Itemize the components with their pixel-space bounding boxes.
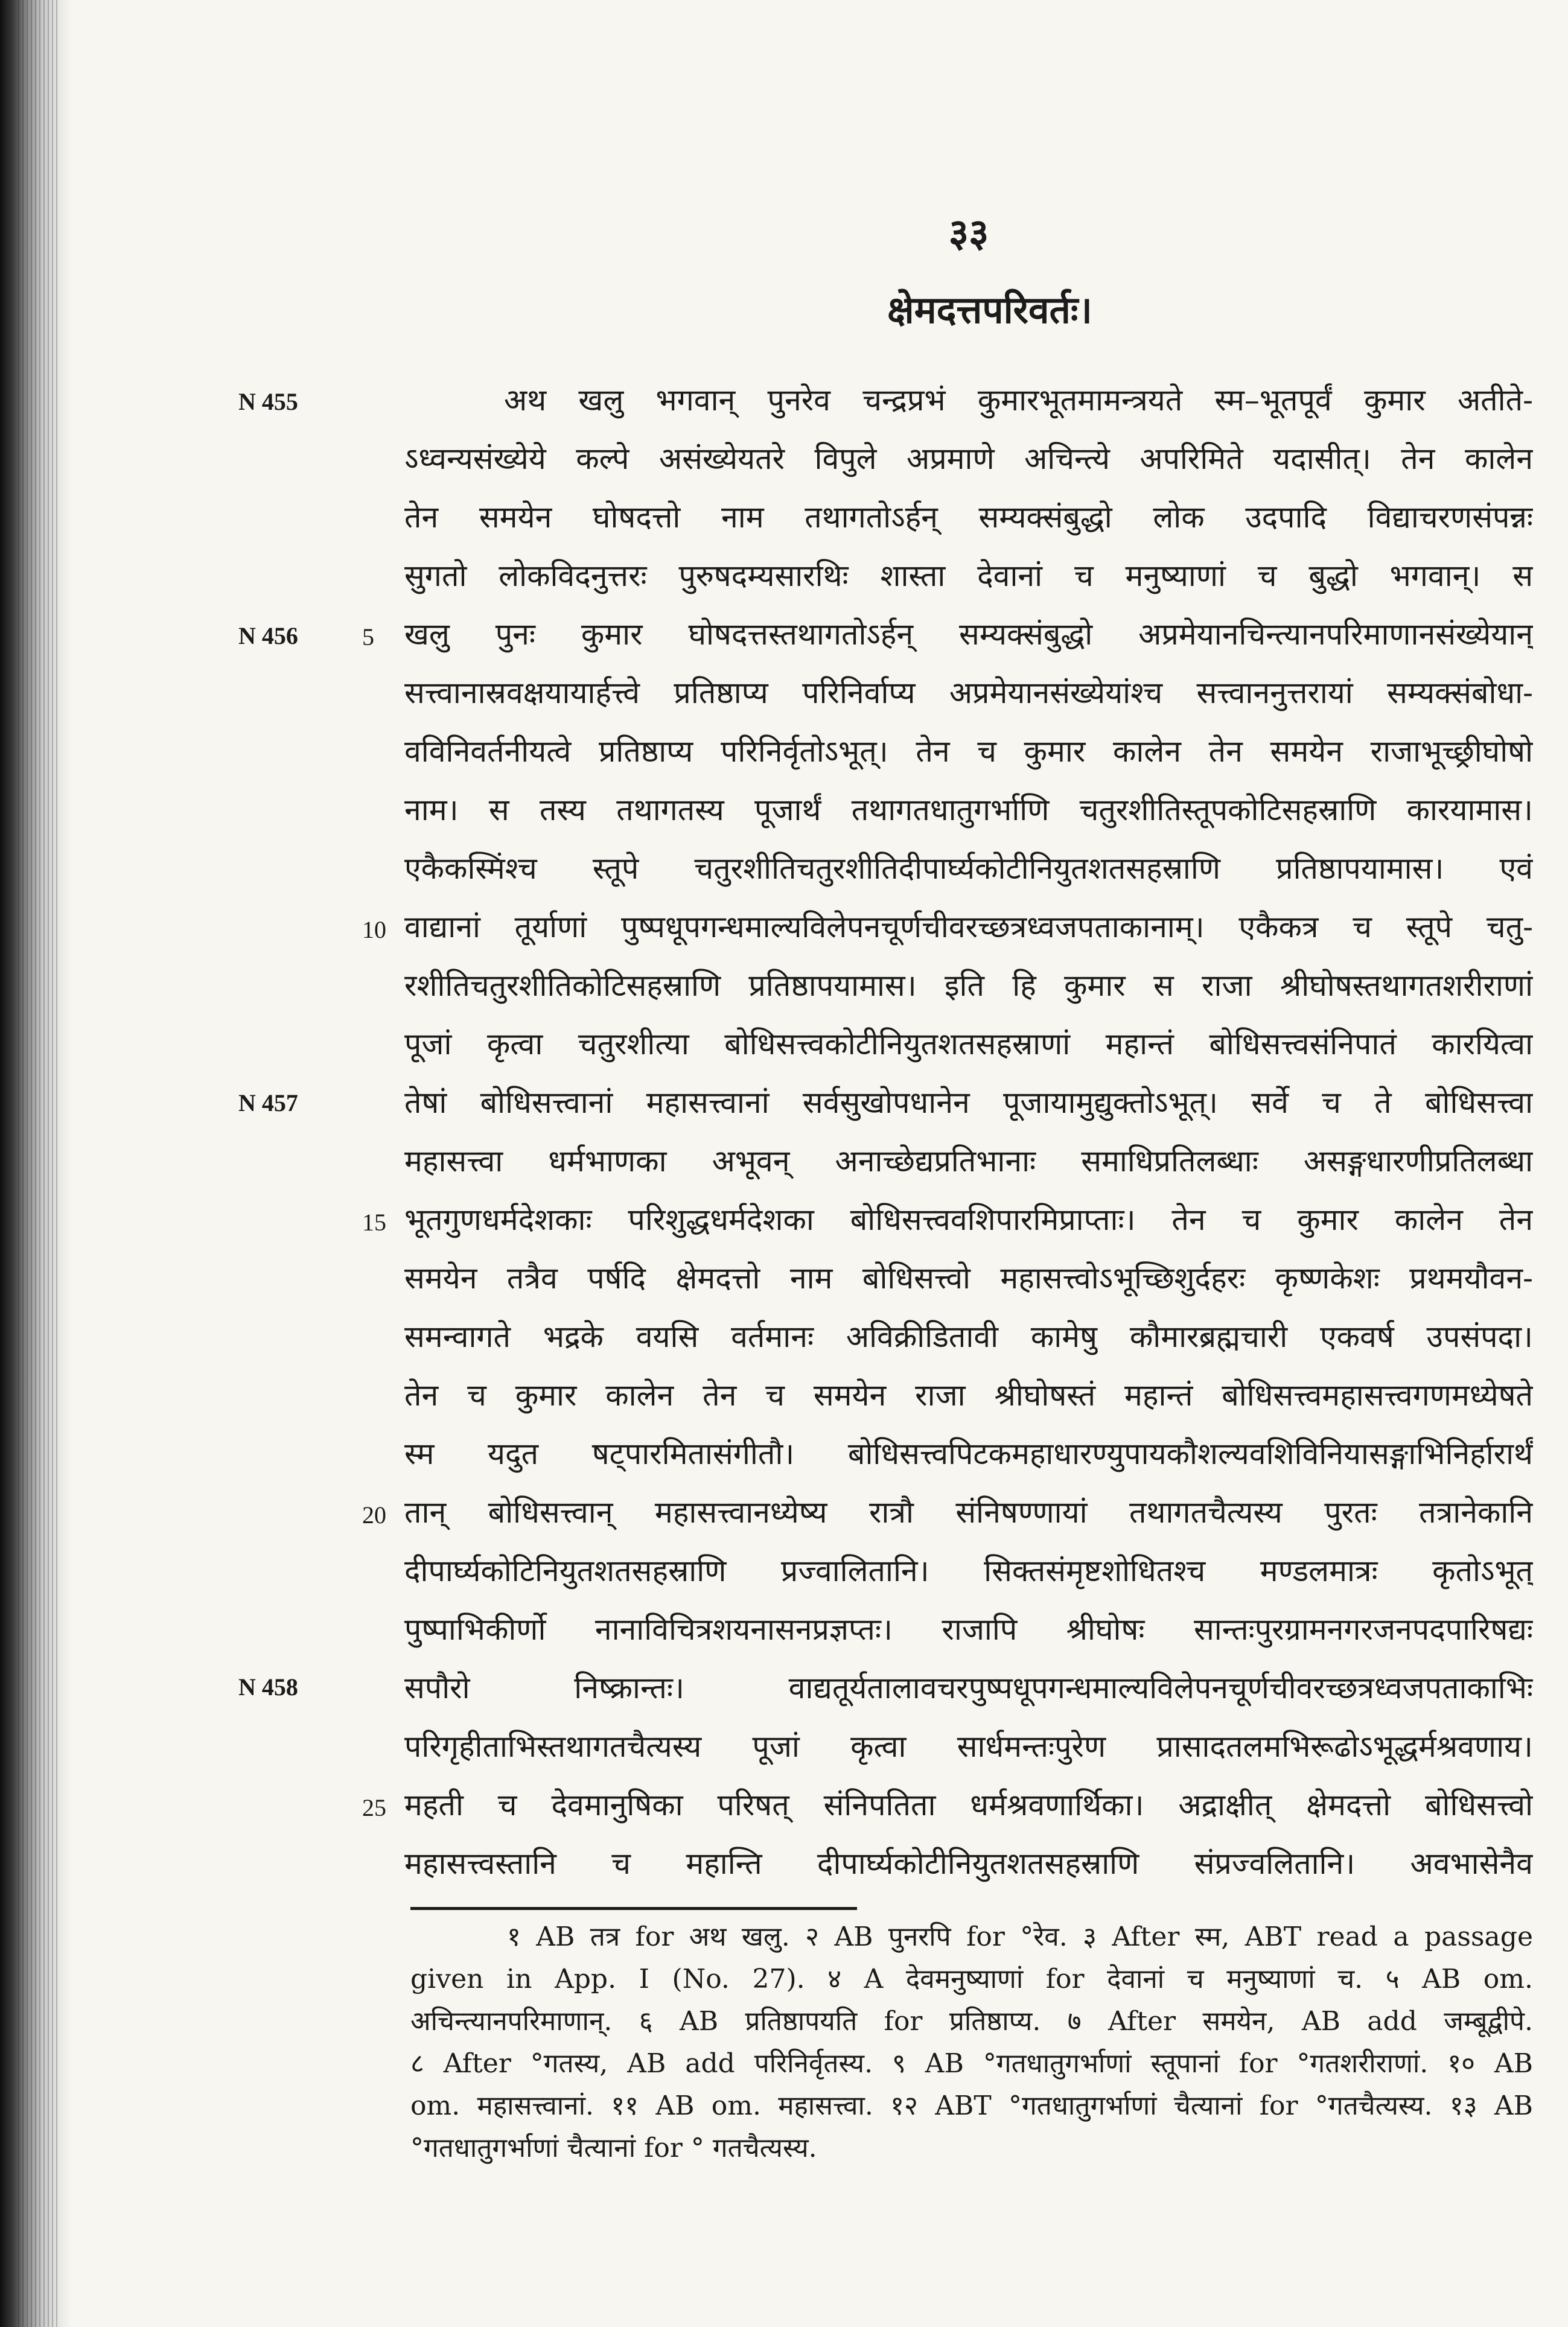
text-line: परिगृहीताभिस्तथागतचैत्यस्य पूजां कृत्वा सार्धमन्तःपुरेण प्रासादतलमभिरूढोऽभूद्धर्मश्रवणाय। — [404, 1729, 1533, 1764]
text-line: तेन समयेन घोषदत्तो नाम तथागतोऽर्हन् सम्यक्संबुद्धो लोक उदपादि विद्याचरणसंपन्नः — [404, 500, 1533, 535]
text-line: वाद्यानां तूर्याणां पुष्पधूपगन्धमाल्यविलेपनचूर्णचीवरच्छत्रध्वजपताकानाम्। एकैकत्र च स्तूपे चतु- — [404, 909, 1533, 944]
text-line: पुष्पाभिकीर्णो नानाविचित्रशयनासनप्रज्ञप्तः। राजापि श्रीघोषः सान्तःपुरग्रामनगरजनपदपारिषद्यः — [404, 1612, 1533, 1647]
line-number: 5 — [362, 623, 374, 651]
line-number: 20 — [362, 1501, 386, 1529]
text-line: एकैकस्मिंश्च स्तूपे चतुरशीतिचतुरशीतिदीपार्घ्यकोटीनियुतशतसहस्राणि प्रतिष्ठापयामास। एवं — [404, 851, 1533, 886]
footnote-line: अचिन्त्यानपरिमाणान्. ६ AB प्रतिष्ठापयति for प्रतिष्ठाप्य. ७ After समयेन, AB add जम्बूद्वीपे. — [410, 2006, 1533, 2037]
text-line: वविनिवर्तनीयत्वे प्रतिष्ठाप्य परिनिर्वृतोऽभूत्। तेन च कुमार कालेन तेन समयेन राजाभूच्छ्रीघोषो — [404, 734, 1533, 769]
footnotes — [410, 1916, 1533, 2169]
text-line: नाम। स तस्य तथागतस्य पूजार्थं तथागतधातुगर्भाणि चतुरशीतिस्तूपकोटिसहस्राणि कारयामास। — [404, 792, 1533, 827]
margin-ref: N 455 — [238, 388, 298, 415]
text-line: महासत्त्वस्तानि च महान्ति दीपार्घ्यकोटीनियुतशतसहस्राणि संप्रज्वलितानि। अवभासेनैव — [404, 1846, 1533, 1881]
chapter-number: ३३ — [948, 211, 989, 256]
text-line: सुगतो लोकविदनुत्तरः पुरुषदम्यसारथिः शास्ता देवानां च मनुष्याणां च बुद्धो भगवान्। स — [404, 558, 1533, 593]
text-line: अथ खलु भगवान् पुनरेव चन्द्रप्रभं कुमारभूतमामन्त्रयते स्म–भूतपूर्वं कुमार अतीते- — [504, 383, 1533, 418]
text-line: स्म यदुत षट्पारमितासंगीतौ। बोधिसत्त्वपिटकमहाधारण्युपायकौशल्यवशिविनियासङ्गाभिनिर्हारार्थं — [404, 1436, 1533, 1471]
footnote-divider — [410, 1907, 857, 1910]
margin-ref: N 458 — [238, 1673, 298, 1701]
margin-ref: N 456 — [238, 622, 298, 649]
line-number: 10 — [362, 916, 386, 943]
footnote-line: १ AB तत्र for अथ खलु. २ AB पुनरपि for °रेव. ३ After स्म, ABT read a passage — [507, 1921, 1533, 1952]
text-line: सपौरो निष्क्रान्तः। वाद्यतूर्यतालावचरपुष्पधूपगन्धमाल्यविलेपनचूर्णचीवरच्छत्रध्वजपताकाभिः — [404, 1670, 1533, 1705]
text-line: ऽध्वन्यसंख्येये कल्पे असंख्येयतरे विपुले अप्रमाणे अचिन्त्ये अपरिमिते यदासीत्। तेन कालेन — [404, 441, 1533, 476]
margin-ref: N 457 — [238, 1089, 298, 1116]
binding-texture — [18, 0, 60, 2327]
text-line: समन्वागते भद्रके वयसि वर्तमानः अविक्रीडितावी कामेषु कौमारब्रह्मचारी एकवर्ष उपसंपदा। — [404, 1319, 1533, 1354]
text-line: तेषां बोधिसत्त्वानां महासत्त्वानां सर्वसुखोपधानेन पूजायामुद्युक्तोऽभूत्। सर्वे च ते बोधिसत्त्वा — [404, 1085, 1533, 1120]
line-number: 15 — [362, 1209, 386, 1236]
text-line: रशीतिचतुरशीतिकोटिसहस्राणि प्रतिष्ठापयामास। इति हि कुमार स राजा श्रीघोषस्तथागतशरीराणां — [404, 968, 1533, 1003]
text-line: दीपार्घ्यकोटिनियुतशतसहस्राणि प्रज्वालितानि। सिक्तसंमृष्टशोधितश्च मण्डलमात्रः कृतोऽभूत् — [404, 1553, 1533, 1588]
main-text-body — [404, 371, 1533, 1893]
text-line: भूतगुणधर्मदेशकाः परिशुद्धधर्मदेशका बोधिसत्त्ववशिपारमिप्राप्ताः। तेन च कुमार कालेन तेन — [404, 1202, 1533, 1237]
text-line: तान् बोधिसत्त्वान् महासत्त्वानध्येष्य रात्रौ संनिषण्णायां तथागतचैत्यस्य पुरतः तत्रानेकानि — [404, 1495, 1533, 1530]
chapter-title: क्षेमदत्तपरिवर्तः। — [887, 288, 1092, 332]
footnote-line: °गतधातुगर्भाणां चैत्यानां for ° गतचैत्यस्य. — [410, 2133, 817, 2163]
text-line: पूजां कृत्वा चतुरशीत्या बोधिसत्त्वकोटीनियुतशतसहस्राणां महान्तं बोधिसत्त्वसंनिपातं कारयित्वा — [404, 1027, 1533, 1062]
text-line: तेन च कुमार कालेन तेन च समयेन राजा श्रीघोषस्तं महान्तं बोधिसत्त्वमहासत्त्वगणमध्येषते — [404, 1378, 1533, 1413]
text-line: महासत्त्वा धर्मभाणका अभूवन् अनाच्छेद्यप्रतिभानाः समाधिप्रतिलब्धाः असङ्गधारणीप्रतिलब्धा — [404, 1144, 1533, 1179]
text-line: महती च देवमानुषिका परिषत् संनिपतिता धर्मश्रवणार्थिका। अद्राक्षीत् क्षेमदत्तो बोधिसत्त्वो — [404, 1787, 1533, 1822]
book-binding-edge — [0, 0, 71, 2327]
footnote-line: given in App. I (No. 27). ४ A देवमनुष्याणां for देवानां च मनुष्याणां च. ५ AB om. — [410, 1964, 1533, 1994]
text-line: खलु पुनः कुमार घोषदत्तस्तथागतोऽर्हन् सम्यक्संबुद्धो अप्रमेयानचिन्त्यानपरिमाणानसंख्येयान् — [404, 617, 1533, 652]
text-line: सत्त्वानास्रवक्षयायार्हत्त्वे प्रतिष्ठाप्य परिनिर्वाप्य अप्रमेयानसंख्येयांश्च सत्त्वाननुत्तरायां सम्यक्संबोधा- — [404, 675, 1533, 710]
line-number: 25 — [362, 1794, 386, 1821]
text-line: समयेन तत्रैव पर्षदि क्षेमदत्तो नाम बोधिसत्त्वो महासत्त्वोऽभूच्छिशुर्दहरः कृष्णकेशः प्रथमयौवन- — [404, 1261, 1533, 1296]
footnote-line: om. महासत्त्वानां. ११ AB om. महासत्त्वा. १२ ABT °गतधातुगर्भाणां चैत्यानां for °गतचैत्यस्य. १३ AB — [410, 2090, 1533, 2121]
footnote-line: ८ After °गतस्य, AB add परिनिर्वृतस्य. ९ AB °गतधातुगर्भाणां स्तूपानां for °गतशरीराणां. १० AB — [410, 2048, 1533, 2079]
